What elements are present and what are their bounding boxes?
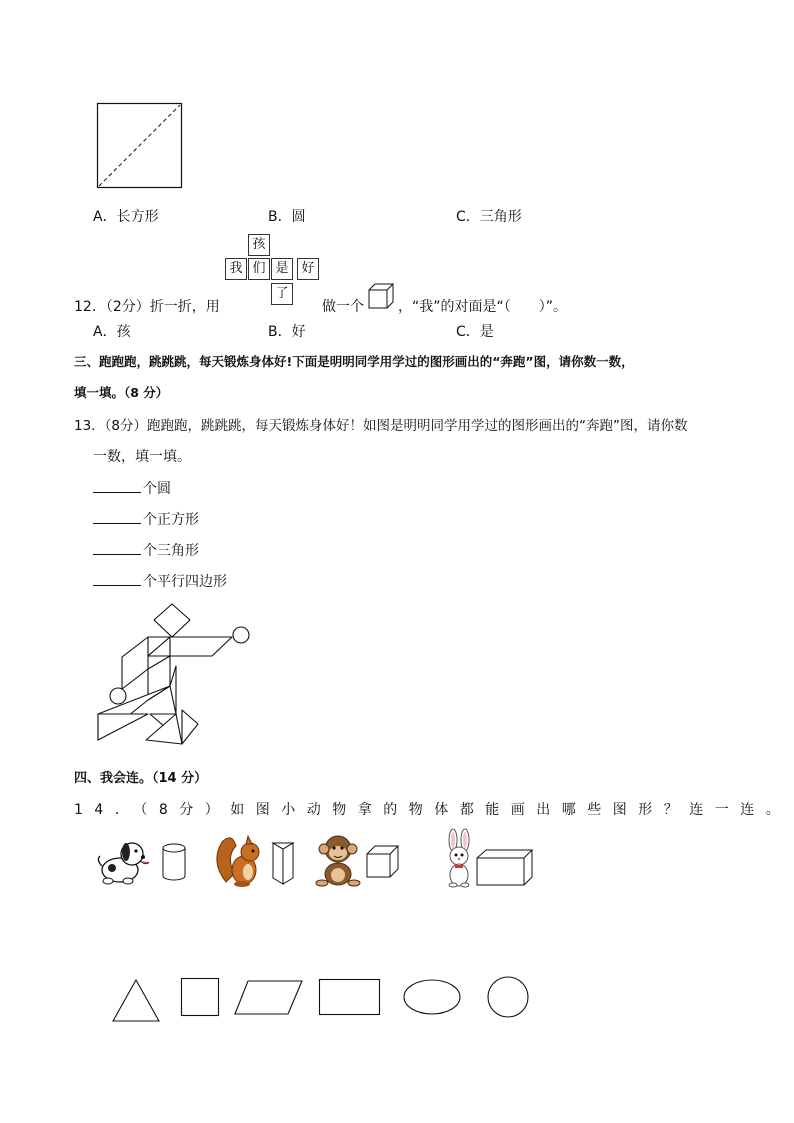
square-fold-figure — [97, 103, 183, 189]
blank-label: 个三角形 — [143, 543, 199, 559]
q14-prompt: 14．（8分）如图小动物拿的物体都能画出哪些图形？连一连。 — [74, 802, 792, 818]
net-cell: 们 — [248, 258, 270, 280]
parallelogram-shape[interactable] — [234, 980, 304, 1016]
q12-option-c[interactable]: C．是 — [456, 324, 494, 340]
cuboid-icon — [476, 849, 534, 887]
arm-parallelogram — [170, 637, 232, 656]
rabbit-icon — [443, 828, 475, 888]
section-4-heading: 四、我会连。（14 分） — [74, 771, 208, 786]
back-hand-circle — [110, 688, 126, 704]
triangle-shape[interactable] — [112, 979, 162, 1023]
head-square — [154, 604, 190, 637]
running-figure — [92, 600, 262, 745]
q11-option-a[interactable]: A．长方形 — [93, 209, 159, 225]
triangular-prism-icon — [271, 840, 295, 886]
monkey-icon — [312, 832, 364, 888]
squirrel-icon — [212, 832, 268, 888]
net-cell: 我 — [225, 258, 247, 280]
q11-option-b[interactable]: B．圆 — [268, 209, 306, 225]
q13-prompt: 13．（8分）跑跑跑，跳跳跳，每天锻炼身体好！如图是明明同学用学过的图形画出的“奔跑”图，请你数 — [74, 418, 688, 434]
cylinder-icon — [162, 843, 188, 883]
square-shape[interactable] — [181, 978, 221, 1018]
net-cell: 了 — [271, 283, 293, 305]
cube-object-icon — [366, 845, 400, 879]
dog-icon — [92, 836, 152, 888]
ellipse-shape[interactable] — [403, 978, 463, 1018]
q13-blank-circles[interactable] — [93, 478, 171, 498]
q12-prompt: 12．（2分）折一折，用 — [74, 299, 220, 315]
q13-blank-parallelograms[interactable] — [93, 571, 227, 591]
q11-option-c[interactable]: C．三角形 — [456, 209, 522, 225]
section-3-heading-cont: 填一填。（8 分） — [74, 385, 169, 400]
net-cell: 孩 — [248, 234, 270, 256]
q12-prompt-tail: ，“我”的对面是“（ ）”。 — [398, 299, 568, 315]
q12-option-a[interactable]: A．孩 — [93, 324, 131, 340]
section-3-heading: 三、跑跑跑，跳跳跳，每天锻炼身体好!下面是明明同学用学过的图形画出的“奔跑”图，请你数一数， — [74, 354, 634, 369]
q13-prompt-cont: 一数，填一填。 — [93, 449, 191, 465]
back-foot-triangle — [182, 710, 198, 744]
circle-shape[interactable] — [487, 976, 531, 1020]
q13-blank-triangles[interactable] — [93, 540, 199, 560]
q13-blank-squares[interactable] — [93, 509, 199, 529]
cube-icon — [368, 283, 396, 309]
blank-label: 个圆 — [143, 481, 171, 497]
back-leg-triangle — [170, 666, 176, 714]
foot-triangle — [98, 714, 148, 740]
q12-option-b[interactable]: B．好 — [268, 324, 306, 340]
rectangle-shape[interactable] — [319, 979, 381, 1017]
net-cell: 好 — [297, 258, 319, 280]
back-arm-parallelogram — [122, 637, 148, 689]
q12-prompt-middle: 做一个 — [322, 299, 364, 315]
net-cell: 是 — [271, 258, 293, 280]
blank-label: 个平行四边形 — [143, 574, 227, 590]
blank-label: 个正方形 — [143, 512, 199, 528]
hand-circle — [233, 627, 249, 643]
